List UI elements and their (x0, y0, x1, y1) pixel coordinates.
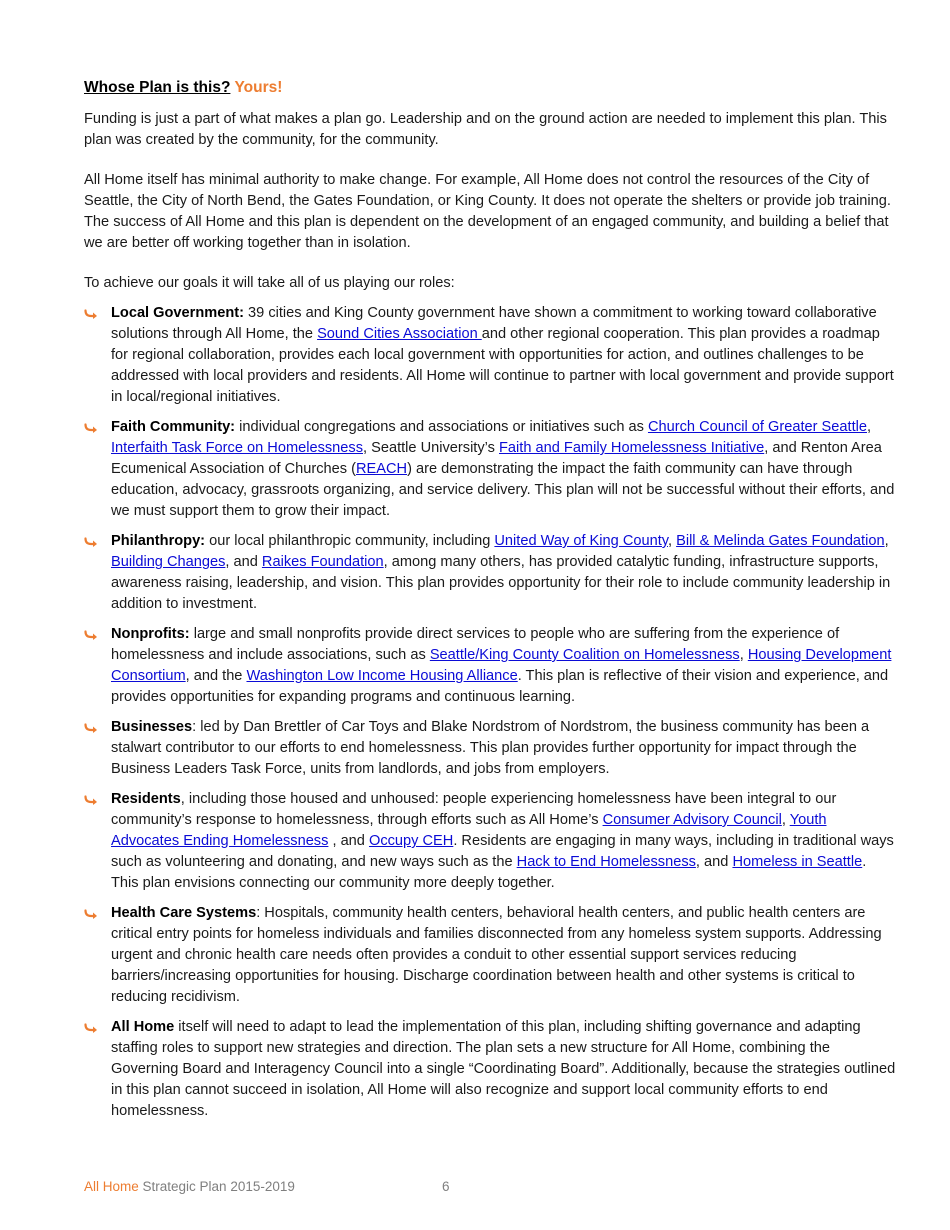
role-text: itself will need to adapt to lead the implementation of this plan, including shifting governance and adapting staffing roles to support new strategies and direction. The plan sets a new structure for All Home, combining the Governing Board and Interagency Council into a single “Coordinating Board”. Additionally, because the strategies outlined in this plan cannot succeed in isolation, All Home will also recognize and support local community efforts to end homelessness. (111, 1019, 896, 1119)
footer-title (84, 1178, 295, 1196)
role-text: , (739, 647, 748, 663)
org-link[interactable]: Building Changes (111, 554, 226, 570)
role-text: . Residents are engaging in many ways, including in traditional ways such as volunteering and donating, and new ways such as the (111, 833, 894, 870)
role-item (84, 789, 896, 894)
role-text: individual congregations and associations or initiatives such as (235, 419, 648, 435)
org-link[interactable]: Sound Cities Association (317, 326, 482, 342)
curved-arrow-bullet-icon (84, 421, 98, 433)
role-item (84, 531, 896, 615)
role-text: large and small nonprofits provide direct services to people who are suffering from the experience of homelessness and include associations, such as (111, 626, 840, 663)
org-link[interactable]: United Way of King County (494, 533, 668, 549)
org-link[interactable]: Raikes Foundation (261, 554, 384, 570)
role-item (84, 624, 896, 708)
role-text: : led by Dan Brettler of Car Toys and Blake Nordstrom of Nordstrom, the business community has been a stalwart contributor to our efforts to end homelessness. This plan provides further opportunity for impact through the Business Leaders Task Force, units from landlords, and jobs from employers. (111, 719, 870, 777)
role-text: , among many others, has provided catalytic funding, infrastructure supports, awareness raising, leadership, and vision. This plan provides opportunity for their role to include community leadership in addition to investment. (111, 554, 891, 612)
org-link[interactable]: REACH (355, 461, 408, 477)
role-title: Nonprofits: (111, 626, 190, 642)
org-link[interactable]: Washington Low Income Housing Alliance (246, 668, 518, 684)
role-text: , (781, 812, 790, 828)
org-link[interactable]: Interfaith Task Force on Homelessness (111, 440, 363, 456)
section-heading (84, 77, 896, 99)
curved-arrow-bullet-icon (84, 628, 98, 640)
role-text: , (866, 419, 872, 435)
footer-doc-title: Strategic Plan 2015-2019 (138, 1179, 295, 1194)
roles-list (84, 303, 896, 1122)
role-text: , including those housed and unhoused: people experiencing homelessness have been integral to our community’s response to homelessness, through efforts such as All Home’s (111, 791, 837, 828)
role-text: : Hospitals, community health centers, behavioral health centers, and public health centers are critical entry points for homeless individuals and families disconnected from any homeless system supports. Addressing urgent and chronic health care needs often provides a conduit to other essential support services reducing barriers/increasing opportunities for housing. Discharge coordination between health and other systems is critical to reducing recidivism. (111, 905, 882, 1005)
org-link[interactable]: Consumer Advisory Council (602, 812, 782, 828)
role-text: , (667, 533, 677, 549)
role-text: , and the (185, 668, 247, 684)
heading-accent: Yours! (234, 79, 283, 96)
role-text: . This plan is reflective of their vision and experience, and provides opportunities for expanding programs and continuous learning. (111, 668, 889, 705)
role-item (84, 717, 896, 780)
role-text: , (884, 533, 889, 549)
intro-paragraph: All Home itself has minimal authority to make change. For example, All Home does not control the resources of the City of Seattle, the City of North Bend, the Gates Foundation, or King County. It does not operate the shelters or provide job training. The success of All Home and this plan is dependent on the development of an engaged community, and building a belief that we are better off working together than in isolation. (84, 172, 891, 251)
role-text: ) are demonstrating the impact the faith community can have through education, advocacy, grassroots organizing, and service delivery. This plan will not be successful without their efforts, and we must support them to grow their impact. (111, 461, 895, 519)
curved-arrow-bullet-icon (84, 1021, 98, 1033)
role-text: and other regional cooperation. This plan provides a roadmap for regional collaboration, provides each local government with opportunities for action, and outlines challenges to be addressed with local providers and residents. All Home will continue to partner with local government and provide support in local/regional initiatives. (111, 326, 894, 405)
role-text: . This plan envisions connecting our community more deeply together. (111, 854, 867, 891)
role-title: Philanthropy: (111, 533, 206, 549)
role-title: Faith Community: (111, 419, 236, 435)
role-text: , and (695, 854, 733, 870)
curved-arrow-bullet-icon (84, 307, 98, 319)
org-link[interactable]: Church Council of Greater Seattle (647, 419, 867, 435)
role-text: 39 cities and King County government have shown a commitment to working toward collaborative solutions through All Home, the (111, 305, 877, 342)
curved-arrow-bullet-icon (84, 535, 98, 547)
role-text: , and (328, 833, 369, 849)
role-item (84, 1017, 896, 1122)
role-title: Businesses (111, 719, 193, 735)
role-item (84, 903, 896, 1008)
curved-arrow-bullet-icon (84, 793, 98, 805)
org-link[interactable]: Bill & Melinda Gates Foundation (676, 533, 885, 549)
role-text: our local philanthropic community, including (205, 533, 495, 549)
role-title: Residents (111, 791, 181, 807)
org-link[interactable]: Housing Development Consortium (111, 647, 892, 684)
org-link[interactable]: Hack to End Homelessness (516, 854, 696, 870)
org-link[interactable]: Seattle/King County Coalition on Homelessness (429, 647, 740, 663)
curved-arrow-bullet-icon (84, 721, 98, 733)
curved-arrow-bullet-icon (84, 907, 98, 919)
role-title: All Home (111, 1019, 175, 1035)
role-text: , and (225, 554, 262, 570)
org-link[interactable]: Occupy CEH (368, 833, 454, 849)
role-title: Health Care Systems (111, 905, 257, 921)
role-item (84, 303, 896, 408)
heading-title: Whose Plan is this? (84, 79, 231, 96)
org-link[interactable]: Homeless in Seattle (732, 854, 863, 870)
role-text: , and Renton Area Ecumenical Association of Churches ( (111, 440, 882, 477)
role-item (84, 417, 896, 522)
role-title: Local Government: (111, 305, 244, 321)
footer-brand: All Home (84, 1179, 139, 1194)
intro-paragraph: To achieve our goals it will take all of us playing our roles: (84, 275, 455, 291)
org-link[interactable]: Youth Advocates Ending Homelessness (111, 812, 827, 849)
role-text: , Seattle University’s (363, 440, 499, 456)
page-number: 6 (442, 1179, 450, 1194)
intro-paragraph: Funding is just a part of what makes a plan go. Leadership and on the ground action are needed to implement this plan. This plan was created by the community, for the community. (84, 111, 887, 148)
org-link[interactable]: Faith and Family Homelessness Initiative (499, 440, 765, 456)
page-content (84, 77, 896, 1131)
